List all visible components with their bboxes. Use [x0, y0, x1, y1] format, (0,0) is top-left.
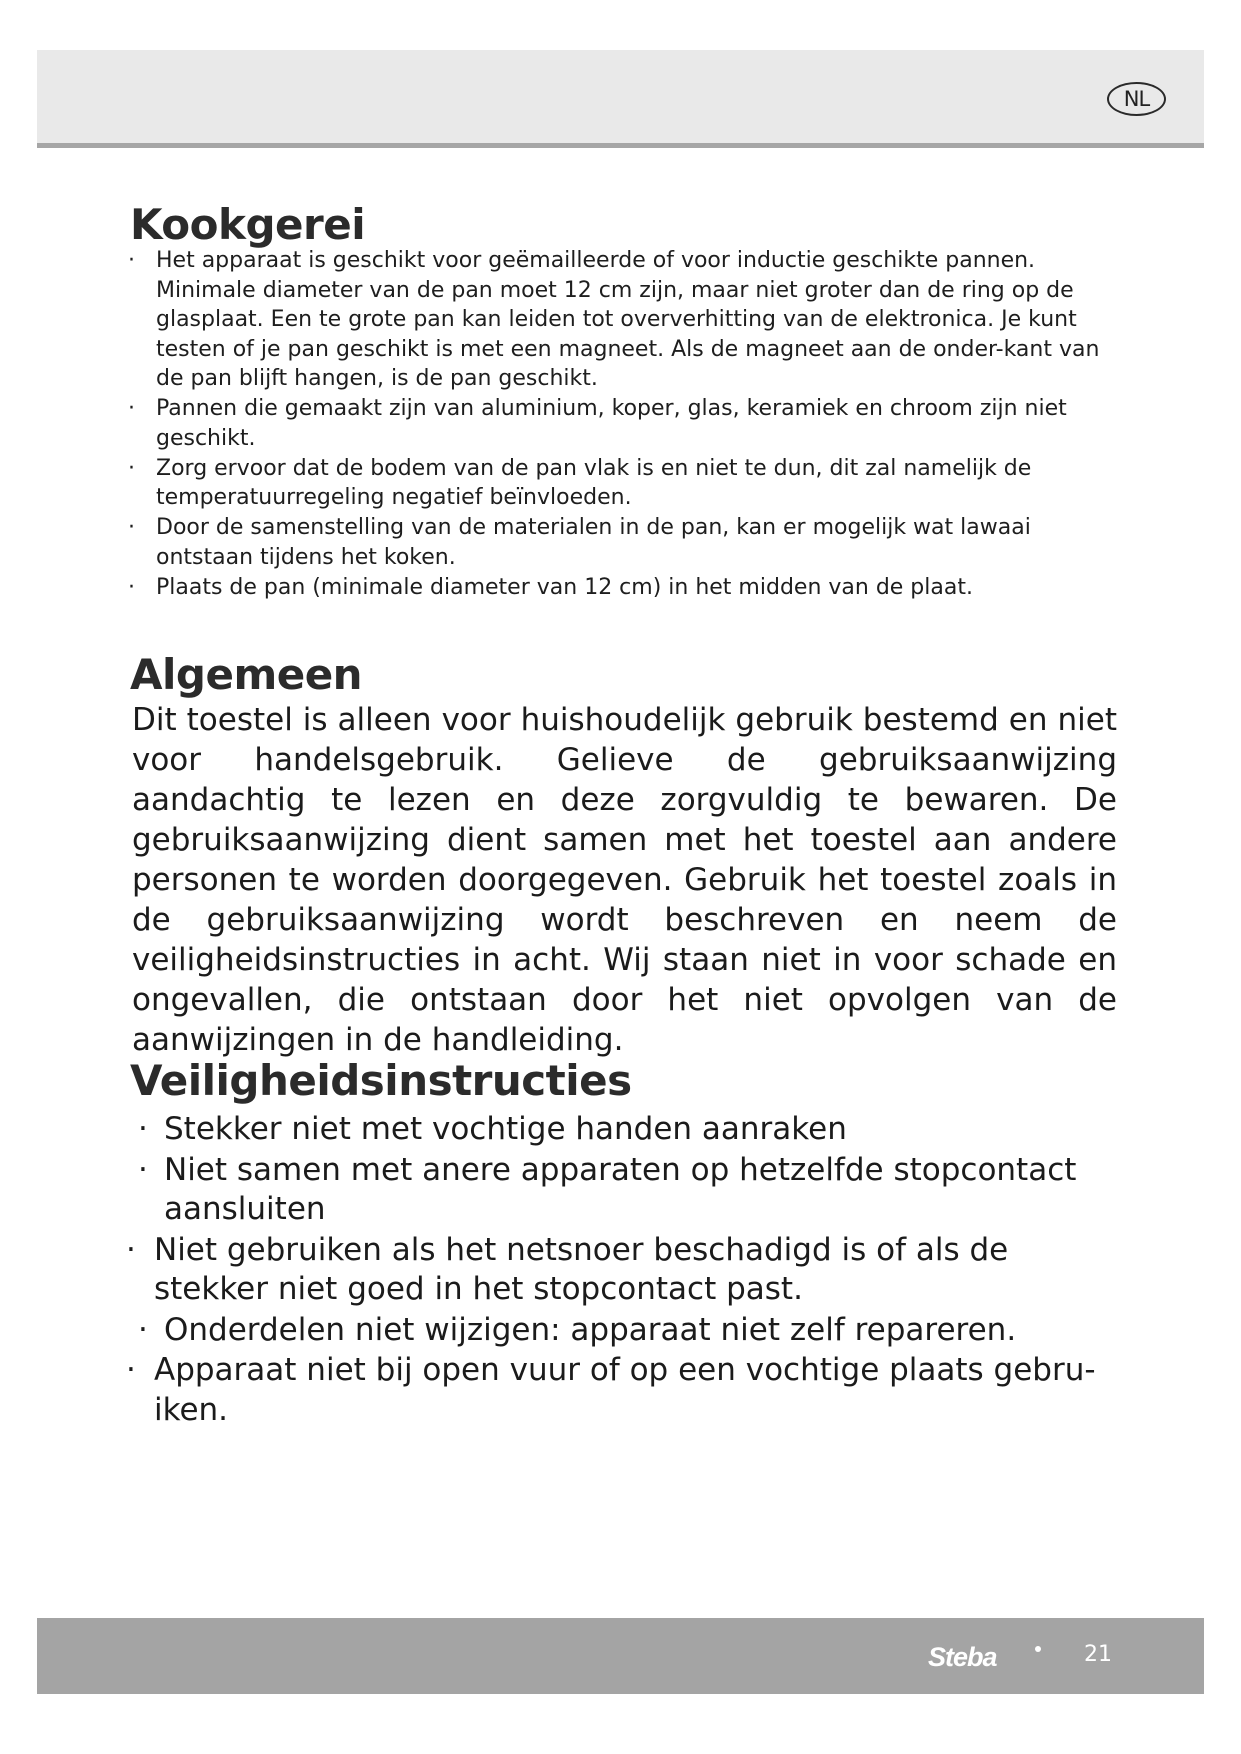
list-item: · Stekker niet met vochtige handen aanraken — [126, 1110, 1121, 1150]
algemeen-paragraph: Dit toestel is alleen voor huishoudelijk gebruik bestemd en niet voor handelsgebruik. Gelieve de gebruiksaanwijzing aandachtig te lezen en deze zorgvuldig te bewaren. De gebruiksaanwijzing dient samen met het toestel aan andere personen te worden doorgegeven. Gebruik het toestel zoals in de gebruiksaanwijzing wordt beschreven en neem de veiligheidsinstructies in acht. Wij staan niet in voor schade en ongevallen, die ontstaan door het niet opvolgen van de aanwijzingen in de handleiding. — [132, 702, 1117, 1058]
list-item: · Niet samen met anere apparaten op hetzelfde stopcontact aansluiten — [138, 1151, 1077, 1227]
list-item: · Zorg ervoor dat de bodem van de pan vlak is en niet te dun, dit zal namelijk de temperatuurregeling negatief beïnvloeden. — [128, 455, 1032, 510]
list-item: · Het apparaat is geschikt voor geëmailleerde of voor inductie geschikte pannen. Minimale diameter van de pan moet 12 cm zijn, maar niet groter dan de ring op de glasplaat. Een te grote pan kan leiden tot oververhitting van de elektronica. Je kunt testen of je pan geschikt is met een magneet. Als de magneet aan de onder-kant van de pan blijft hangen, is de pan geschikt. — [128, 248, 1100, 391]
bullet: · — [128, 574, 135, 600]
bullet: · — [128, 396, 135, 421]
page-header-band — [37, 50, 1204, 148]
list-item: · Plaats de pan (minimale diameter van 12 cm) in het midden van de plaat. — [128, 573, 1118, 603]
bullet: · — [128, 515, 135, 540]
list-item: · Door de samenstelling van de materialen in de pan, kan er mogelijk wat lawaai ontstaan tijdens het koken. — [128, 515, 1031, 570]
list-item: · Pannen die gemaakt zijn van aluminium, koper, glas, keramiek en chroom zijn niet geschikt. — [128, 396, 1067, 451]
heading-algemeen: Algemeen — [130, 650, 363, 699]
bullet: · — [138, 1111, 148, 1147]
bullet: · — [126, 1231, 136, 1268]
language-badge: NL — [1107, 82, 1166, 116]
bullet: · — [138, 1311, 148, 1348]
veiligheid-list — [126, 1110, 1121, 1431]
page-footer-band — [37, 1618, 1204, 1694]
heading-kookgerei: Kookgerei — [130, 200, 366, 249]
heading-veiligheidsinstructies: Veiligheidsinstructies — [130, 1056, 632, 1105]
kookgerei-list — [128, 246, 1118, 603]
svg-text:Steba: Steba — [928, 1642, 997, 1672]
list-item: · Niet gebruiken als het netsnoer beschadigd is of als de stekker niet goed in het stopcontact past. — [126, 1231, 1009, 1307]
list-item: · Apparaat niet bij open vuur of op een vochtige plaats gebru-iken. — [126, 1352, 1096, 1428]
list-item: · Onderdelen niet wijzigen: apparaat niet zelf repareren. — [126, 1311, 1121, 1351]
bullet: · — [138, 1151, 148, 1188]
bullet: · — [128, 455, 135, 481]
bullet: · — [126, 1352, 136, 1388]
bullet: · — [128, 248, 135, 273]
page-number: 21 — [1084, 1642, 1112, 1667]
steba-logo — [926, 1640, 1046, 1674]
